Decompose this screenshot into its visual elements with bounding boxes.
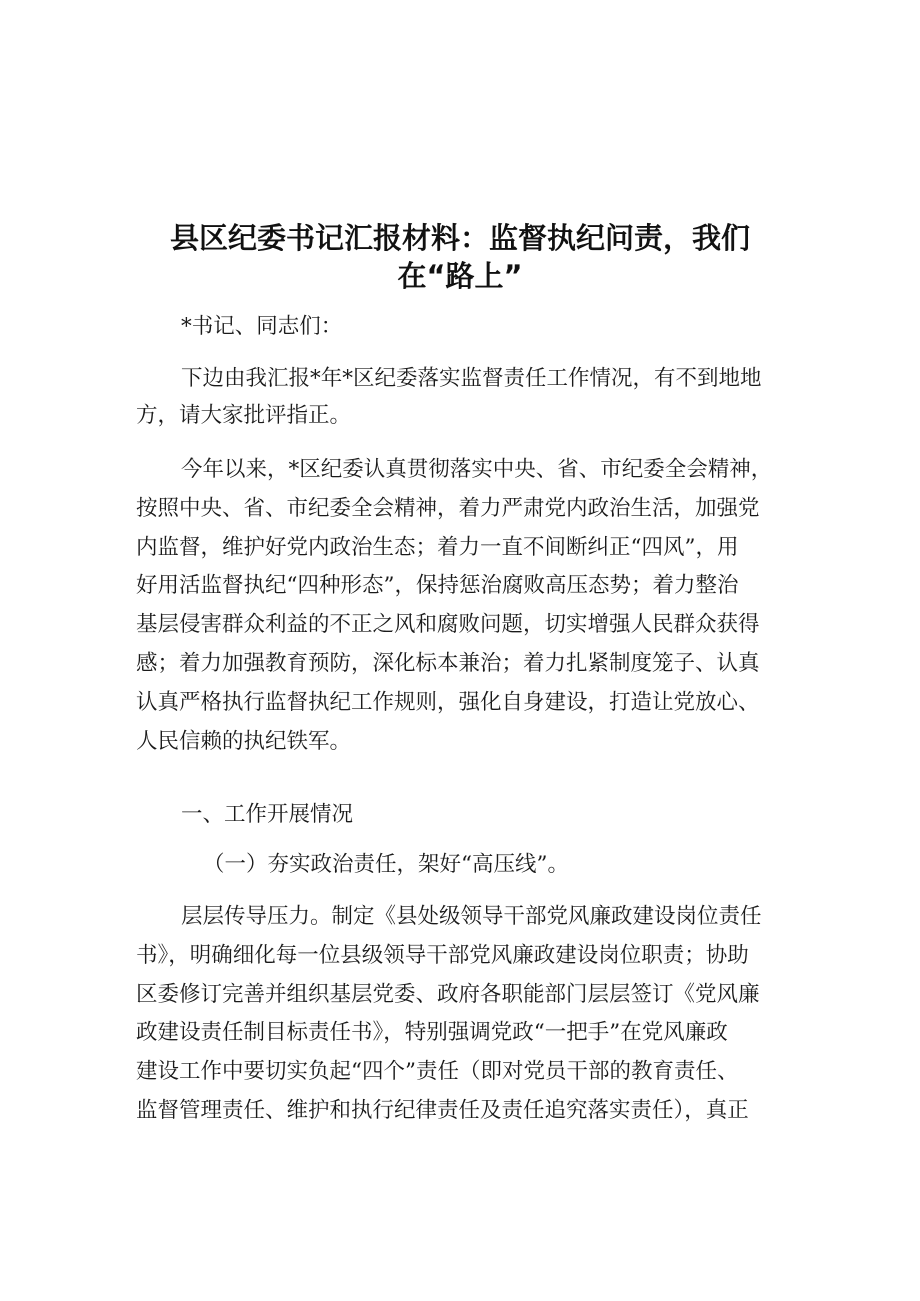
paragraph-line: 人民信赖的执纪铁军。 bbox=[136, 729, 352, 754]
paragraph-line: 基层侵害群众利益的不正之风和腐败问题，切实增强人民群众获得 bbox=[136, 612, 760, 637]
document-title-line-1: 县区纪委书记汇报材料：监督执纪问责，我们 bbox=[169, 221, 750, 255]
subsection-heading: （一）夯实政治责任，架好“高压线”。 bbox=[203, 852, 569, 877]
section-heading: 一、工作开展情况 bbox=[181, 802, 354, 827]
paragraph-line: 下边由我汇报*年*区纪委落实监督责任工作情况，有不到地地 bbox=[181, 366, 762, 391]
salutation: *书记、同志们： bbox=[181, 314, 343, 339]
paragraph-line: 按照中央、省、市纪委全会精神，着力严肃党内政治生活，加强党 bbox=[136, 496, 760, 521]
paragraph-line: 书》，明确细化每一位县级领导干部党风廉政建设岗位职责；协助 bbox=[136, 943, 749, 968]
paragraph-line: 建设工作中要切实负起“四个”责任（即对党员干部的教育责任、 bbox=[136, 1059, 739, 1084]
paragraph-line: 政建设责任制目标责任书》，特别强调党政“一把手”在党风廉政 bbox=[136, 1020, 728, 1045]
paragraph-line: 监督管理责任、维护和执行纪律责任及责任追究落实责任），真正 bbox=[136, 1098, 749, 1123]
paragraph-line: 好用活监督执纪“四种形态”，保持惩治腐败高压态势；着力整治 bbox=[136, 573, 739, 598]
paragraph-line: 今年以来，*区纪委认真贯彻落实中央、省、市纪委全会精神， bbox=[181, 457, 773, 482]
paragraph-line: 认真严格执行监督执纪工作规则，强化自身建设，打造让党放心、 bbox=[136, 690, 760, 715]
paragraph-line: 方，请大家批评指正。 bbox=[136, 403, 352, 428]
document-title-line-2: 在“路上” bbox=[397, 259, 523, 293]
paragraph-line: 层层传导压力。制定《县处级领导干部党风廉政建设岗位责任 bbox=[181, 904, 762, 929]
paragraph-line: 区委修订完善并组织基层党委、政府各职能部门层层签订《党风廉 bbox=[136, 982, 760, 1007]
paragraph-line: 感；着力加强教育预防，深化标本兼治；着力扎紧制度笼子、认真 bbox=[136, 651, 760, 676]
paragraph-line: 内监督，维护好党内政治生态；着力一直不间断纠正“四风”，用 bbox=[136, 535, 739, 560]
